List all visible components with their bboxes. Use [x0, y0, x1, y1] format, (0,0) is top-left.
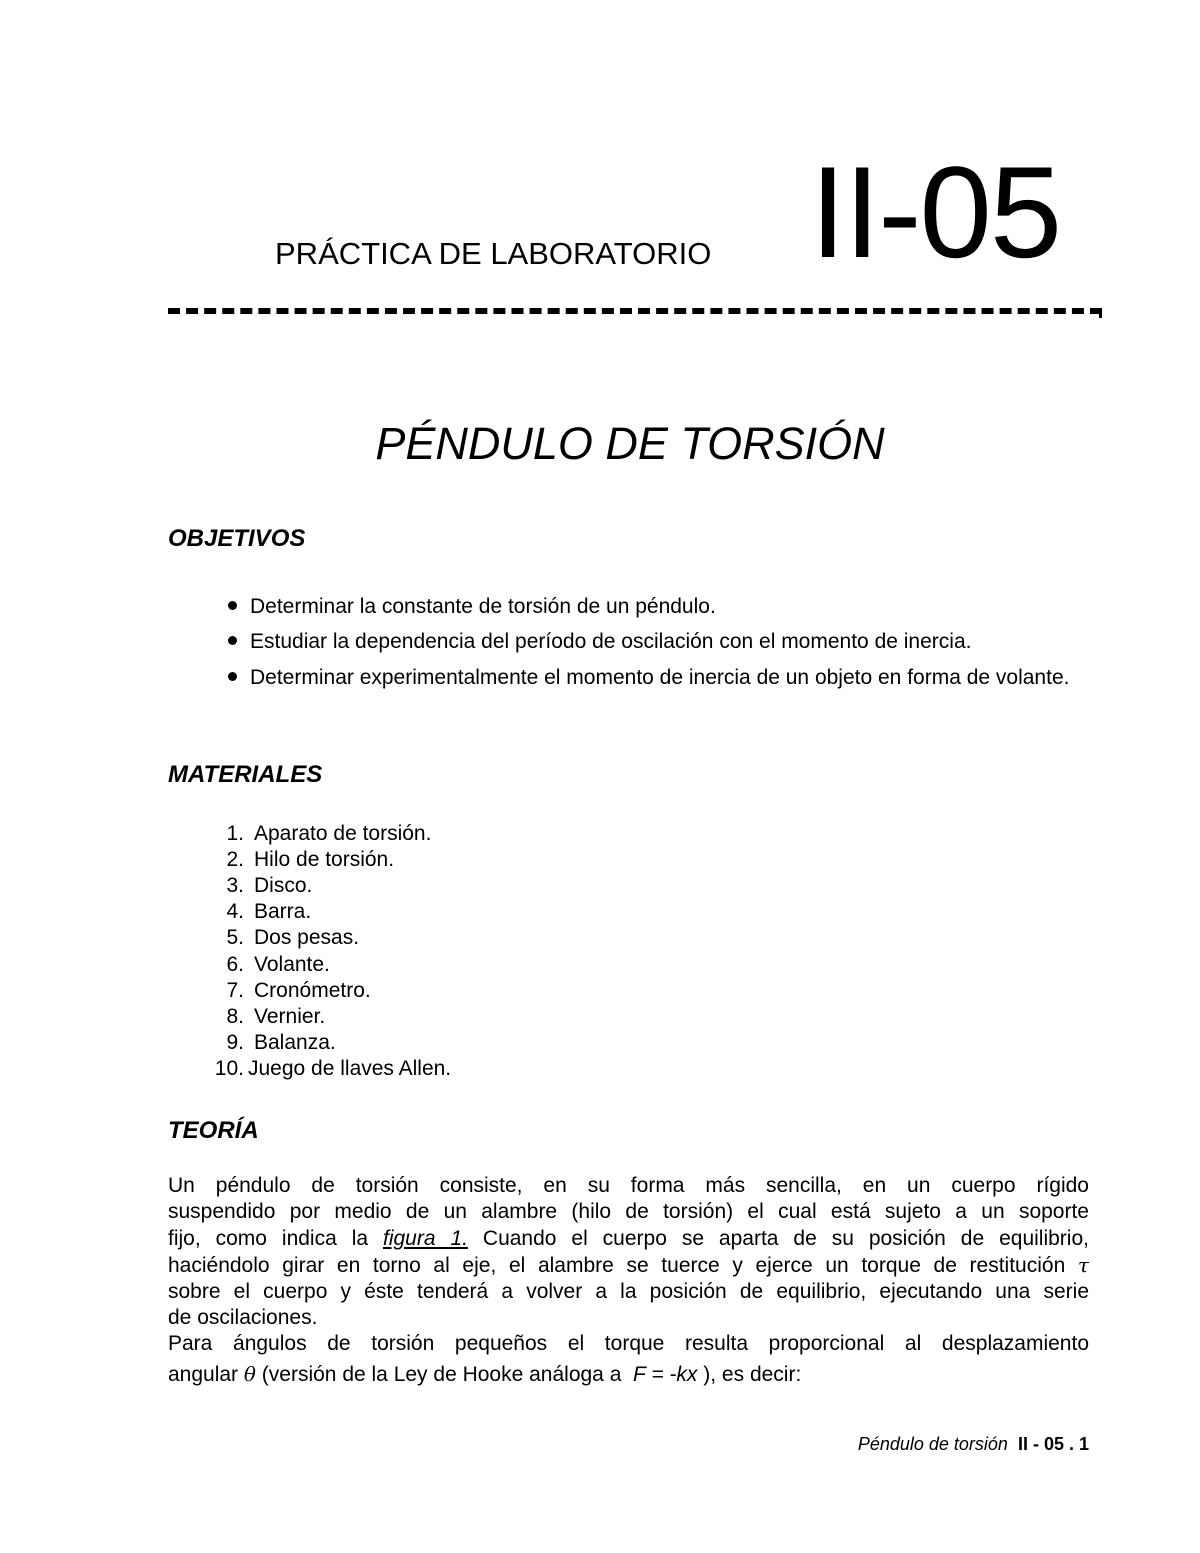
bullet-icon — [228, 672, 237, 681]
lab-label: PRÁCTICA DE LABORATORIO — [275, 236, 712, 271]
paragraph-line: fijo, como indica la figura 1. Cuando el cuerpo se aparta de su posición de equilibrio, — [168, 1227, 1089, 1250]
objective-text: Estudiar la dependencia del período de oscilación con el momento de inercia. — [250, 630, 972, 653]
theta-symbol: θ — [243, 1362, 256, 1386]
objective-text: Determinar experimentalmente el momento de inercia de un objeto en forma de volante. — [250, 666, 1070, 689]
paragraph-line: suspendido por medio de un alambre (hilo de torsión) el cual está sujeto a un soporte — [168, 1200, 1089, 1223]
page-number: II - 05 . 1 — [1017, 1434, 1089, 1454]
header-divider — [168, 308, 1102, 314]
bullet-icon — [228, 601, 237, 610]
hooke-equation: F = -kx — [633, 1363, 698, 1386]
paragraph-line: angular θ (versión de la Ley de Hooke análoga a F = -kx ), es decir: — [168, 1362, 802, 1386]
page-footer — [858, 1432, 1089, 1456]
paragraph-line: Un péndulo de torsión consiste, en su forma más sencilla, en un cuerpo rígido — [168, 1174, 1089, 1197]
lab-code: II-05 — [810, 139, 1061, 285]
footer-title: Péndulo de torsión — [857, 1434, 1008, 1454]
list-item: 1. Aparato de torsión. — [226, 822, 432, 845]
objectives-heading: OBJETIVOS — [168, 525, 306, 552]
materials-heading: MATERIALES — [168, 761, 323, 788]
list-item: 7. Cronómetro. — [226, 979, 371, 1002]
list-item: 8. Vernier. — [226, 1005, 326, 1028]
figure-reference-link[interactable]: figura 1. — [382, 1227, 468, 1250]
list-item: 4. Barra. — [226, 900, 312, 923]
list-item: 2. Hilo de torsión. — [226, 848, 395, 871]
list-item: 5. Dos pesas. — [226, 926, 360, 949]
tau-symbol: τ — [1077, 1253, 1089, 1277]
theory-heading: TEORÍA — [168, 1117, 259, 1144]
objective-text: Determinar la constante de torsión de un péndulo. — [250, 595, 716, 618]
list-item: 10. Juego de llaves Allen. — [214, 1057, 452, 1080]
bullet-icon — [228, 636, 237, 645]
list-item: 9. Balanza. — [226, 1031, 336, 1054]
list-item: 3. Disco. — [226, 874, 313, 897]
paragraph-line: haciéndolo girar en torno al eje, el alambre se tuerce y ejerce un torque de restitución τ — [168, 1253, 1089, 1277]
list-item: 6. Volante. — [226, 953, 330, 976]
paragraph-line: sobre el cuerpo y éste tenderá a volver a la posición de equilibrio, ejecutando una serie — [168, 1280, 1089, 1303]
paragraph-line: de oscilaciones. — [168, 1306, 318, 1329]
document-title: PÉNDULO DE TORSIÓN — [375, 418, 885, 469]
paragraph-line: Para ángulos de torsión pequeños el torque resulta proporcional al desplazamiento — [168, 1332, 1089, 1355]
